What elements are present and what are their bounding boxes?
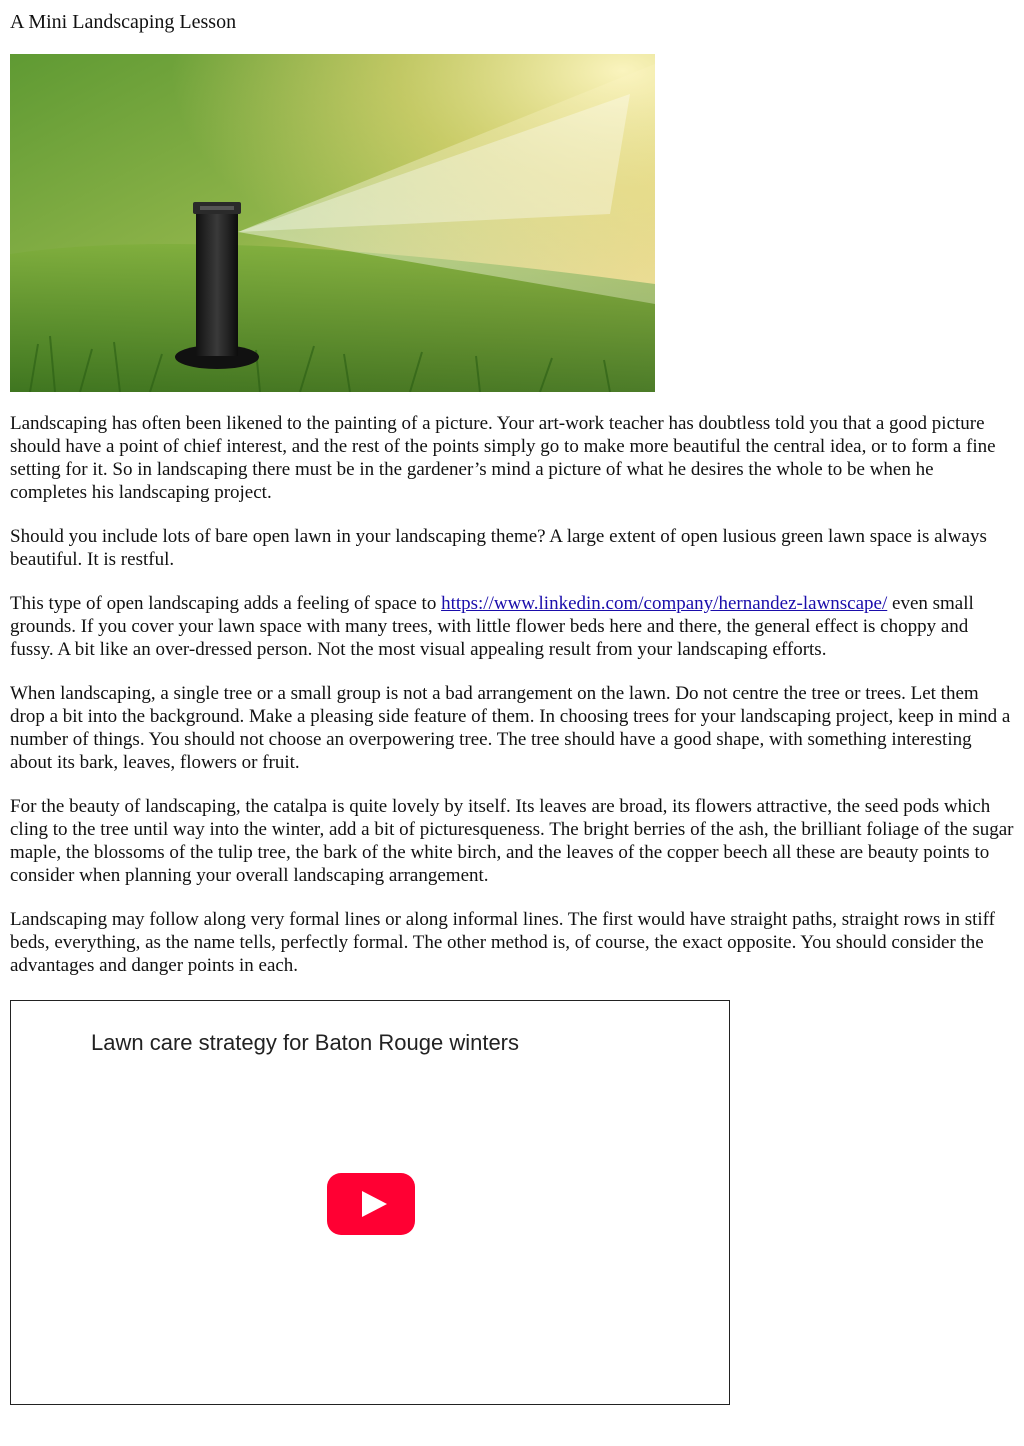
page-title: A Mini Landscaping Lesson <box>10 11 237 33</box>
paragraph: Landscaping has often been likened to the painting of a picture. Your art-work teacher has doubtless told you that a good picture should have a point of chief interest, and the rest of the points simply go to make more beautiful the central idea, or to form a fine setting for it. So in landscaping there must be in the gardener’s mind a picture of what he desires the whole to be when he completes his landscaping project. <box>10 413 996 503</box>
hero-sprinkler-image <box>10 54 655 392</box>
youtube-play-icon[interactable] <box>327 1173 415 1235</box>
video-embed[interactable] <box>10 1000 730 1405</box>
paragraph: When landscaping, a single tree or a small group is not a bad arrangement on the lawn. Do not centre the tree or trees. Let them drop a bit into the background. Make a pleasing side feature of them. In choosing trees for your landscaping project, keep in mind a number of things. You should not choose an overpowering tree. The tree should have a good shape, with something interesting about its bark, leaves, flowers or fruit. <box>10 683 1011 773</box>
paragraph: Should you include lots of bare open lawn in your landscaping theme? A large extent of open lusious green lawn space is always beautiful. It is restful. <box>10 526 987 570</box>
paragraph: For the beauty of landscaping, the catalpa is quite lovely by itself. Its leaves are broad, its flowers attractive, the seed pods which cling to the tree until way into the winter, add a bit of picturesqueness. The bright berries of the ash, the brilliant foliage of the sugar maple, the blossoms of the tulip tree, the bark of the white birch, and the leaves of the copper beech all these are beauty points to consider when planning your overall landscaping arrangement. <box>10 796 1014 886</box>
paragraph-text: even small grounds. If you cover your lawn space with many trees, with little flower beds here and there, the general effect is choppy and fussy. A bit like an over-dressed person. Not the most visual appealing result from your landscaping efforts. <box>10 593 974 660</box>
paragraph: Landscaping may follow along very formal lines or along informal lines. The first would have straight paths, straight rows in stiff beds, everything, as the name tells, perfectly formal. The other method is, of course, the exact opposite. You should consider the advantages and danger points in each. <box>10 909 995 976</box>
article-body <box>10 412 1015 998</box>
linkedin-link[interactable]: https://www.linkedin.com/company/hernandez-lawnscape/ <box>441 593 888 614</box>
paragraph <box>10 592 1015 661</box>
paragraph-text: This type of open landscaping adds a feeling of space to <box>10 593 442 614</box>
video-title[interactable]: Lawn care strategy for Baton Rouge winters <box>91 1030 520 1055</box>
